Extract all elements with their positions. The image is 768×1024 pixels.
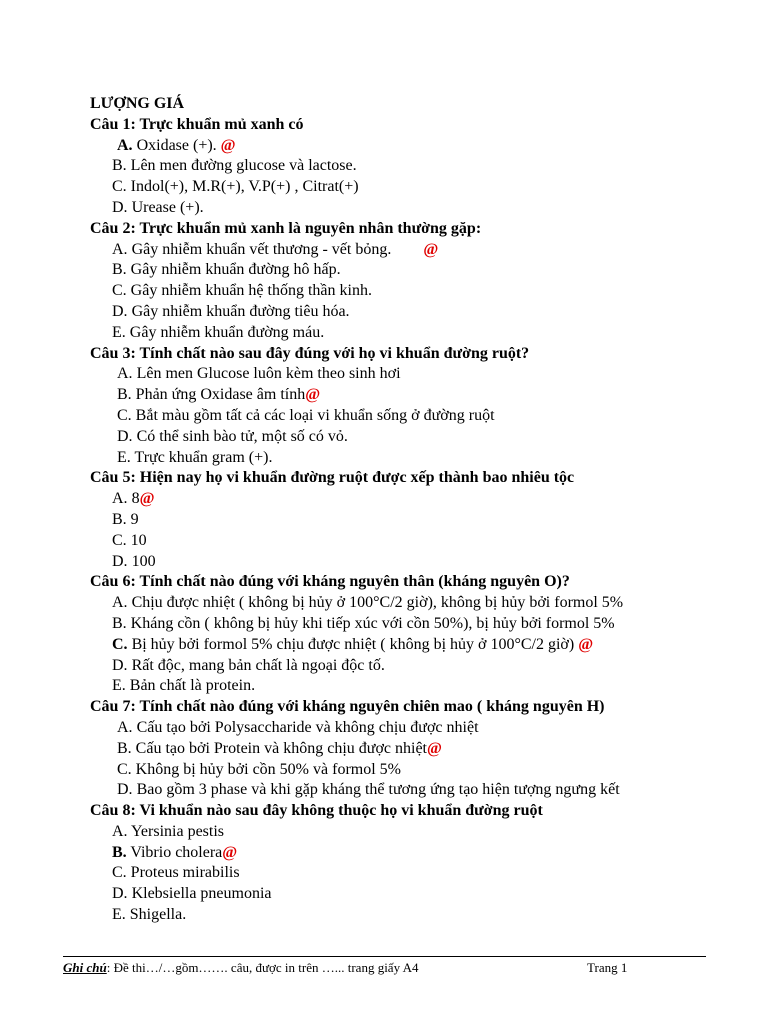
question-1 <box>90 115 740 219</box>
option-letter: B. <box>112 614 127 632</box>
option-d <box>90 656 740 677</box>
option-text: Kháng cồn ( không bị hủy khi tiếp xúc với cồn 50%), bị hủy bởi formol 5% <box>126 614 615 632</box>
option-d <box>90 780 740 801</box>
question-2 <box>90 219 740 344</box>
option-text: Shigella. <box>125 906 187 924</box>
option-letter: D. <box>112 885 128 903</box>
option-text: Gây nhiễm khuẩn đường máu. <box>125 323 325 341</box>
option-letter: D. <box>112 552 128 570</box>
option-c <box>90 635 740 656</box>
option-letter: A. <box>117 136 133 154</box>
option-text: Phản ứng Oxidase âm tính <box>131 386 306 404</box>
option-text: Chịu được nhiệt ( không bị hủy ở 100°C/2 giờ), không bị hủy bởi formol 5% <box>127 594 624 612</box>
option-text: Gây nhiễm khuẩn hệ thống thần kinh. <box>126 282 372 300</box>
footer-label: Ghi chú <box>63 960 107 975</box>
question-title: Câu 1: Trực khuẩn mủ xanh có <box>90 115 304 133</box>
answer-mark: @ <box>139 490 155 508</box>
option-a <box>90 136 740 157</box>
option-letter: C. <box>112 282 127 300</box>
option-e <box>90 448 740 469</box>
option-b <box>90 260 740 281</box>
document-body <box>90 94 740 926</box>
option-letter: B. <box>112 157 127 175</box>
option-text: Vibrio cholera <box>126 843 223 861</box>
question-8 <box>90 801 740 926</box>
option-b <box>90 843 740 864</box>
footer-divider <box>63 956 706 957</box>
question-5 <box>90 468 740 572</box>
question-title: Câu 2: Trực khuẩn mủ xanh là nguyên nhân thường gặp: <box>90 219 482 237</box>
option-c <box>90 863 740 884</box>
option-b <box>90 385 740 406</box>
option-letter: C. <box>112 864 127 882</box>
option-a <box>90 364 740 385</box>
answer-mark: @ <box>305 386 321 404</box>
option-letter: D. <box>112 198 128 216</box>
option-letter: E. <box>112 677 126 695</box>
option-a <box>90 822 740 843</box>
question-7 <box>90 697 740 801</box>
option-letter: D. <box>112 656 128 674</box>
option-a <box>90 718 740 739</box>
option-letter: A. <box>112 594 128 612</box>
option-text: Indol(+), M.R(+), V.P(+) , Citrat(+) <box>126 178 359 196</box>
option-b <box>90 510 740 531</box>
answer-mark: @ <box>578 635 594 653</box>
option-d <box>90 198 740 219</box>
option-text: Rất độc, mang bản chất là ngoại độc tố. <box>127 656 385 674</box>
option-e <box>90 323 740 344</box>
answer-mark: @ <box>220 136 236 154</box>
answer-mark: @ <box>427 739 442 757</box>
option-b <box>90 739 740 760</box>
option-text: Bị hủy bởi formol 5% chịu được nhiệt ( không bị hủy ở 100°C/2 giờ) <box>127 635 579 653</box>
option-c <box>90 406 740 427</box>
option-text: Cấu tạo bởi Protein và không chịu được nhiệt <box>131 739 427 757</box>
option-text: Có thể sinh bào tử, một số có vỏ. <box>132 427 348 445</box>
option-b <box>90 614 740 635</box>
option-text: 10 <box>126 531 147 549</box>
option-text: Bao gồm 3 phase và khi gặp kháng thể tương ứng tạo hiện tượng ngưng kết <box>132 781 620 799</box>
option-text: Oxidase (+). <box>132 136 221 154</box>
option-text: Urease (+). <box>127 198 204 216</box>
question-3 <box>90 344 740 469</box>
option-letter: B. <box>117 386 132 404</box>
option-c <box>90 177 740 198</box>
option-letter: A. <box>117 365 133 383</box>
option-letter: B. <box>112 510 127 528</box>
page-footer <box>63 960 706 976</box>
answer-mark: @ <box>222 843 238 861</box>
option-text: Yersinia pestis <box>127 822 225 840</box>
option-b <box>90 156 740 177</box>
option-letter: D. <box>112 302 128 320</box>
option-c <box>90 531 740 552</box>
option-letter: E. <box>117 448 131 466</box>
option-letter: A. <box>112 490 128 508</box>
option-d <box>90 302 740 323</box>
option-letter: B. <box>112 843 127 861</box>
option-text: Bản chất là protein. <box>125 677 256 695</box>
option-d <box>90 884 740 905</box>
question-title: Câu 5: Hiện nay họ vi khuẩn đường ruột được xếp thành bao nhiêu tộc <box>90 469 575 487</box>
option-text: Lên men Glucose luôn kèm theo sinh hơi <box>132 365 401 383</box>
option-letter: C. <box>112 531 127 549</box>
option-text: Gây nhiễm khuẩn đường tiêu hóa. <box>127 302 350 320</box>
option-letter: E. <box>112 906 126 924</box>
option-a <box>90 593 740 614</box>
answer-mark: @ <box>423 240 439 258</box>
option-text: 9 <box>126 510 139 528</box>
option-letter: A. <box>112 822 128 840</box>
option-text: Gây nhiễm khuẩn vết thương - vết bỏng. <box>127 240 392 258</box>
option-text: Lên men đường glucose và lactose. <box>126 157 357 175</box>
option-text: 100 <box>127 552 156 570</box>
question-title: Câu 3: Tính chất nào sau đây đúng với họ vi khuẩn đường ruột? <box>90 344 530 362</box>
option-letter: E. <box>112 323 126 341</box>
question-title: Câu 8: Vi khuẩn nào sau đây không thuộc họ vi khuẩn đường ruột <box>90 802 543 820</box>
document-heading: LƯỢNG GIÁ <box>90 95 185 112</box>
option-text: Bắt màu gồm tất cả các loại vi khuẩn sống ở đường ruột <box>131 406 495 424</box>
option-letter: D. <box>117 781 133 799</box>
option-d <box>90 427 740 448</box>
option-text: Gây nhiễm khuẩn đường hô hấp. <box>126 261 341 279</box>
option-letter: B. <box>112 261 127 279</box>
option-d <box>90 552 740 573</box>
footer-text: : Đề thi…/…gồm……. câu, được in trên …... trang giấy A4 <box>106 960 419 975</box>
option-text: Không bị hủy bởi cồn 50% và formol 5% <box>131 760 401 778</box>
question-title: Câu 6: Tính chất nào đúng với kháng nguyên thân (kháng nguyên O)? <box>90 573 570 591</box>
option-text: Trực khuẩn gram (+). <box>130 448 273 466</box>
option-letter: B. <box>117 739 132 757</box>
option-c <box>90 760 740 781</box>
option-letter: A. <box>112 240 128 258</box>
option-a <box>90 489 740 510</box>
page-number: Trang 1 <box>587 960 628 975</box>
option-e <box>90 905 740 926</box>
option-text: Proteus mirabilis <box>126 864 240 882</box>
option-letter: D. <box>117 427 133 445</box>
option-text: Klebsiella pneumonia <box>127 885 272 903</box>
option-letter: C. <box>112 635 128 653</box>
option-text: Cấu tạo bởi Polysaccharide và không chịu được nhiệt <box>132 718 479 736</box>
option-letter: A. <box>117 718 133 736</box>
question-6 <box>90 572 740 697</box>
option-c <box>90 281 740 302</box>
option-a <box>90 240 740 261</box>
option-text: 8 <box>127 490 140 508</box>
question-title: Câu 7: Tính chất nào đúng với kháng nguyên chiên mao ( kháng nguyên H) <box>90 698 605 716</box>
option-letter: C. <box>117 760 132 778</box>
option-letter: C. <box>112 178 127 196</box>
option-letter: C. <box>117 406 132 424</box>
option-e <box>90 676 740 697</box>
